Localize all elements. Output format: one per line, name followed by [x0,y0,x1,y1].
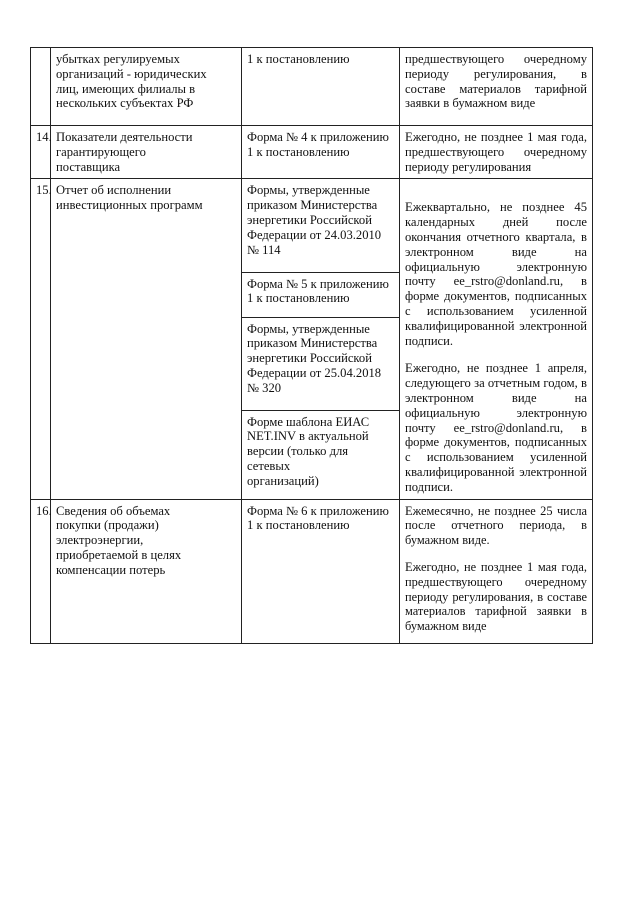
row-number: 14. [31,126,51,179]
row-number: 15. [31,179,51,499]
row-term [400,179,593,499]
row-form: Форма № 5 к приложению 1 к постановлению [242,272,400,317]
row-form: Форма № 4 к приложению 1 к постановлению [242,126,400,179]
row-name: Отчет об исполнении инвестиционных программ [51,179,242,499]
term-paragraph: Ежегодно, не позднее 1 мая года, предшествующего очередному периоду регулирования [405,130,587,174]
row-form: Форма № 6 к приложению 1 к постановлению [242,499,400,643]
row-term [400,499,593,643]
term-paragraph: Ежеквартально, не позднее 45 календарных дней после окончания отчетного квартала, в электронном виде на официальную электронную почту ee_rstro@donland.ru, в форме документов, подписанных с использованием усиленной квалифицированной электронной подписи. [405,200,587,348]
row-number: 16. [31,499,51,643]
row-form: Формы, утвержденные приказом Министерства энергетики Российской Федерации от 24.03.2010 № 114 [242,179,400,272]
row-form: Форме шаблона ЕИАС NET.INV в актуальной версии (только для сетевых организаций) [242,410,400,499]
row-term [400,126,593,179]
table-row [31,126,593,179]
row-term [400,48,593,126]
term-paragraph: предшествующего очередному периоду регулирования, в составе материалов тарифной заявки в бумажном виде [405,52,587,111]
row-name: убытках регулируемых организаций - юридических лиц, имеющих филиалы в нескольких субъектах РФ [51,48,242,126]
row-form: Формы, утвержденные приказом Министерства энергетики Российской Федерации от 25.04.2018 № 320 [242,317,400,410]
reporting-table [30,47,593,644]
term-paragraph: Ежемесячно, не позднее 25 числа после отчетного периода, в бумажном виде. [405,503,587,547]
table-row [31,179,593,272]
table-row [31,499,593,643]
row-number [31,48,51,126]
table-row [31,48,593,126]
row-form: 1 к постановлению [242,48,400,126]
term-paragraph: Ежегодно, не позднее 1 мая года, предшествующего очередному периоду регулирования, в составе материалов тарифной заявки в бумажном виде [405,560,587,633]
row-name: Сведения об объемах покупки (продажи) электроэнергии, приобретаемой в целях компенсации потерь [51,499,242,643]
term-paragraph: Ежегодно, не позднее 1 апреля, следующего за отчетным годом, в электронном виде на официальную электронную почту ee_rstro@donland.ru, в форме документов, подписанных с использованием усиленной квалифицированной электронной подписи. [405,361,587,494]
row-name: Показатели деятельности гарантирующего поставщика [51,126,242,179]
